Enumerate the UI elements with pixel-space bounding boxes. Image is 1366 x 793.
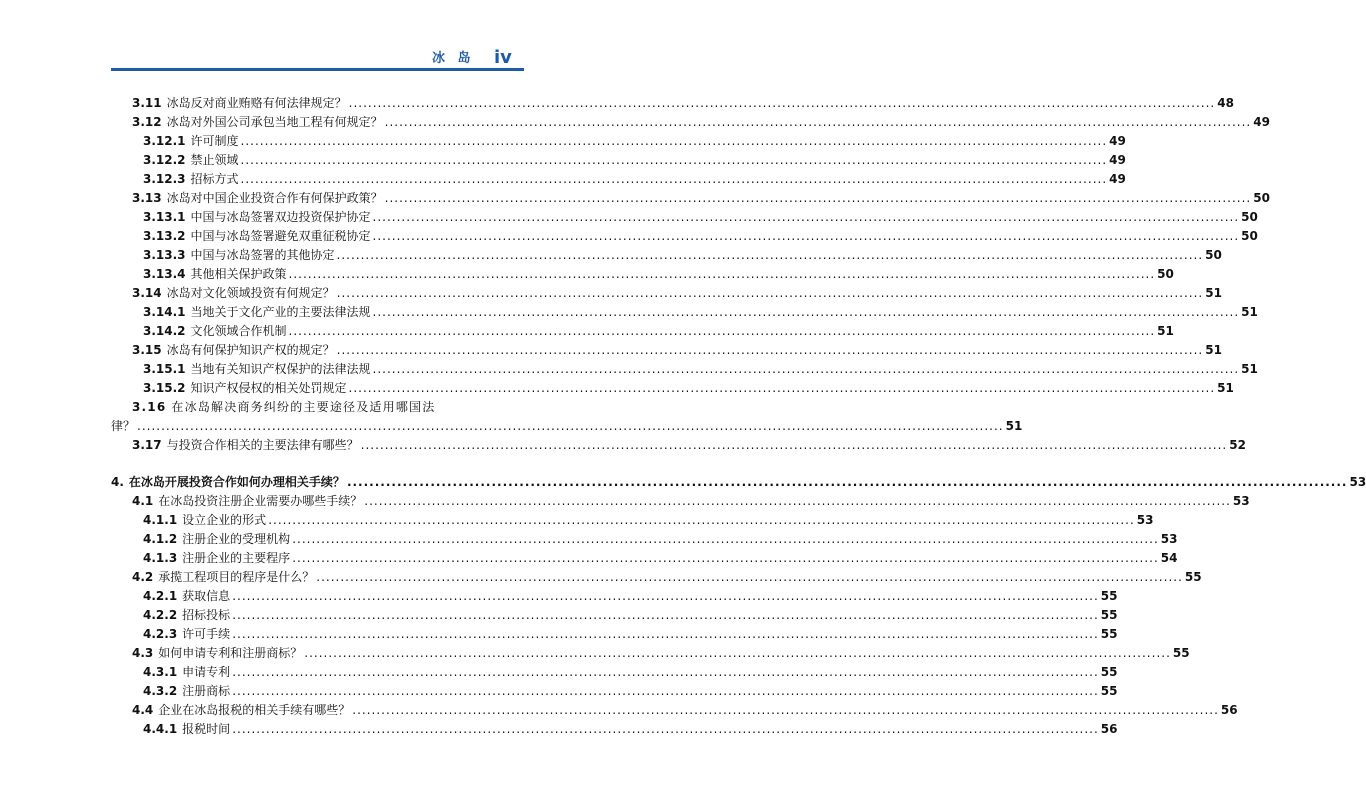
toc-entry-number: 3.15 (132, 343, 162, 357)
toc-entry-title-line1: 在冰岛解决商务纠纷的主要途径及适用哪国法 (171, 400, 436, 414)
toc-entry-number: 3.15.2 (143, 381, 186, 395)
toc-entry[interactable] (111, 208, 1258, 227)
toc-entry-title: 申请专利 (182, 665, 231, 679)
toc-leader-dots (349, 379, 1216, 398)
toc-entry[interactable] (111, 284, 1222, 303)
toc-entry-title: 文化领域合作机制 (190, 324, 287, 338)
toc-entry-page: 53 (1232, 494, 1250, 508)
toc-entry-number: 4.4 (132, 703, 154, 717)
toc-section-b (111, 436, 1246, 455)
toc-entry-title: 与投资合作相关的主要法律有哪些？ (166, 438, 359, 452)
toc-leader-dots (232, 625, 1099, 644)
toc-entry-page: 50 (1241, 210, 1258, 224)
toc-leader-dots (241, 151, 1108, 170)
toc-entry[interactable] (111, 549, 1178, 568)
toc-leader-dots (373, 303, 1240, 322)
toc-entry[interactable] (111, 113, 1270, 132)
toc-leader-dots (241, 170, 1108, 189)
toc-entry-number: 4.2 (132, 570, 154, 584)
toc-entry-title: 冰岛反对商业贿赂有何法律规定？ (166, 96, 347, 110)
toc-leader-dots (373, 227, 1240, 246)
toc-entry-page: 51 (1157, 324, 1174, 338)
toc-entry-title: 知识产权侵权的相关处罚规定 (190, 381, 347, 395)
toc-entry-title: 在冰岛投资注册企业需要办哪些手续？ (158, 494, 363, 508)
toc-entry-page: 50 (1241, 229, 1258, 243)
toc-entry[interactable] (111, 720, 1118, 739)
toc-entry-title: 中国与冰岛签署双边投资保护协定 (190, 210, 371, 224)
toc-leader-dots (347, 473, 1348, 492)
toc-entry-page: 56 (1100, 722, 1118, 736)
toc-entry-title: 其他相关保护政策 (190, 267, 287, 281)
toc-leader-dots (337, 341, 1204, 360)
toc-entry[interactable] (111, 473, 1366, 492)
toc-entry-title: 当地有关知识产权保护的法律法规 (190, 362, 371, 376)
table-of-contents (111, 94, 1366, 739)
toc-entry-number: 3.12.1 (143, 134, 186, 148)
toc-entry-title: 注册商标 (182, 684, 231, 698)
toc-entry[interactable] (111, 568, 1202, 587)
toc-entry-title: 在冰岛开展投资合作如何办理相关手续？ (128, 475, 345, 489)
toc-entry-page: 51 (1205, 343, 1222, 357)
toc-entry-title: 中国与冰岛签署的其他协定 (190, 248, 335, 262)
toc-entry-3-16[interactable] (111, 398, 1023, 436)
toc-entry-title: 注册企业的受理机构 (182, 532, 291, 546)
toc-entry-title: 报税时间 (182, 722, 231, 736)
toc-entry[interactable] (111, 303, 1258, 322)
header-rule (111, 68, 524, 71)
toc-entry-number: 4.1.3 (143, 551, 178, 565)
toc-entry-number: 4.3.2 (143, 684, 178, 698)
toc-leader-dots (304, 644, 1171, 663)
toc-leader-dots (232, 720, 1099, 739)
toc-entry-page: 55 (1100, 608, 1118, 622)
toc-entry-page: 50 (1157, 267, 1174, 281)
toc-leader-dots (373, 360, 1240, 379)
toc-leader-dots (289, 322, 1156, 341)
toc-entry-number: 4.3 (132, 646, 154, 660)
toc-entry-number: 3.13.2 (143, 229, 186, 243)
toc-entry-title: 企业在冰岛报税的相关手续有哪些？ (158, 703, 351, 717)
toc-entry-number: 3.13.4 (143, 267, 186, 281)
toc-entry[interactable] (111, 246, 1222, 265)
toc-entry[interactable] (111, 701, 1238, 720)
toc-entry-page: 50 (1205, 248, 1222, 262)
toc-entry-title: 当地关于文化产业的主要法律法规 (190, 305, 371, 319)
toc-entry-page: 51 (1241, 305, 1258, 319)
toc-entry[interactable] (111, 606, 1118, 625)
toc-entry-title: 如何申请专利和注册商标？ (158, 646, 303, 660)
toc-entry-title: 冰岛对外国公司承包当地工程有何规定？ (166, 115, 383, 129)
toc-leader-dots (373, 208, 1240, 227)
toc-entry[interactable] (111, 189, 1270, 208)
toc-entry-number: 4.2.3 (143, 627, 178, 641)
toc-entry-number: 3.11 (132, 96, 162, 110)
toc-entry[interactable] (111, 94, 1234, 113)
toc-entry[interactable] (111, 322, 1174, 341)
toc-entry[interactable] (111, 530, 1178, 549)
toc-entry-title: 承揽工程项目的程序是什么？ (158, 570, 315, 584)
toc-entry[interactable] (111, 227, 1258, 246)
toc-leader-dots (232, 663, 1099, 682)
toc-entry-page: 49 (1253, 115, 1270, 129)
toc-entry-title: 招标方式 (190, 172, 239, 186)
section-gap (111, 455, 471, 473)
toc-section-a (111, 94, 1270, 398)
toc-entry[interactable] (111, 625, 1118, 644)
toc-entry-title: 招标投标 (182, 608, 231, 622)
toc-entry-page: 51 (1005, 419, 1023, 433)
toc-entry-page: 55 (1100, 684, 1118, 698)
toc-entry-number: 4.3.1 (143, 665, 178, 679)
toc-entry-number: 4. (111, 475, 124, 489)
toc-entry-page: 55 (1184, 570, 1202, 584)
toc-leader-dots (349, 94, 1216, 113)
toc-leader-dots (364, 492, 1231, 511)
toc-leader-dots (385, 113, 1252, 132)
toc-entry[interactable] (111, 663, 1118, 682)
toc-leader-dots (232, 587, 1099, 606)
toc-entry-number: 4.2.2 (143, 608, 178, 622)
toc-leader-dots (292, 549, 1159, 568)
toc-entry-page: 54 (1160, 551, 1178, 565)
toc-entry-title: 设立企业的形式 (182, 513, 267, 527)
toc-entry[interactable] (111, 265, 1174, 284)
toc-entry-number: 3.15.1 (143, 362, 186, 376)
toc-entry-number: 3.14.2 (143, 324, 186, 338)
toc-leader-dots (337, 284, 1204, 303)
toc-entry-number: 3.17 (132, 438, 162, 452)
toc-entry[interactable] (111, 644, 1190, 663)
toc-leader-dots (316, 568, 1183, 587)
toc-entry[interactable] (111, 511, 1154, 530)
toc-entry-number: 4.1 (132, 494, 154, 508)
toc-entry-title: 许可制度 (190, 134, 239, 148)
toc-entry[interactable] (111, 492, 1250, 511)
toc-entry-title: 中国与冰岛签署避免双重征税协定 (190, 229, 371, 243)
toc-entry-page: 51 (1205, 286, 1222, 300)
toc-leader-dots (361, 436, 1228, 455)
toc-entry-number: 3.12.3 (143, 172, 186, 186)
toc-entry-page: 51 (1241, 362, 1258, 376)
toc-entry-page: 55 (1100, 665, 1118, 679)
toc-entry-number: 3.14 (132, 286, 162, 300)
toc-entry-number: 3.13.3 (143, 248, 186, 262)
toc-leader-dots (232, 682, 1099, 701)
toc-entry-number: 3.13 (132, 191, 162, 205)
toc-entry-page: 49 (1109, 172, 1126, 186)
toc-entry-page: 50 (1253, 191, 1270, 205)
toc-entry-title: 注册企业的主要程序 (182, 551, 291, 565)
toc-entry-page: 53 (1136, 513, 1154, 527)
toc-entry-number: 4.1.1 (143, 513, 178, 527)
toc-entry-page: 49 (1109, 153, 1126, 167)
toc-entry-title: 冰岛有何保护知识产权的规定？ (166, 343, 335, 357)
toc-entry-number: 3.13.1 (143, 210, 186, 224)
page-number: iv (494, 47, 512, 68)
toc-entry[interactable] (111, 341, 1222, 360)
toc-entry[interactable] (111, 132, 1126, 151)
toc-entry[interactable] (111, 151, 1126, 170)
toc-entry-page: 48 (1217, 96, 1234, 110)
toc-entry-number: 3.16 (132, 400, 167, 414)
toc-entry-number: 4.1.2 (143, 532, 178, 546)
toc-entry[interactable] (111, 436, 1246, 455)
toc-leader-dots (289, 265, 1156, 284)
toc-leader-dots (337, 246, 1204, 265)
toc-entry-title: 获取信息 (182, 589, 231, 603)
toc-section-c (111, 473, 1366, 739)
toc-entry-number: 3.14.1 (143, 305, 186, 319)
toc-entry-page: 53 (1349, 475, 1366, 489)
toc-leader-dots (137, 417, 1004, 436)
toc-leader-dots (241, 132, 1108, 151)
toc-entry-page: 53 (1160, 532, 1178, 546)
toc-entry-title: 冰岛对中国企业投资合作有何保护政策？ (166, 191, 383, 205)
toc-entry[interactable] (111, 360, 1258, 379)
toc-entry-page: 55 (1100, 627, 1118, 641)
toc-entry-title: 禁止领域 (190, 153, 239, 167)
toc-entry-page: 52 (1229, 438, 1246, 452)
toc-leader-dots (292, 530, 1159, 549)
toc-entry-number: 4.2.1 (143, 589, 178, 603)
toc-entry-page: 51 (1217, 381, 1234, 395)
toc-entry-number: 3.12 (132, 115, 162, 129)
toc-entry-number: 4.4.1 (143, 722, 178, 736)
toc-entry-page: 55 (1100, 589, 1118, 603)
toc-entry-title: 许可手续 (182, 627, 231, 641)
toc-entry-title-line2: 律？ (111, 419, 136, 433)
toc-entry[interactable] (111, 170, 1126, 189)
toc-entry[interactable] (111, 379, 1234, 398)
toc-leader-dots (232, 606, 1099, 625)
running-header-title: 冰 岛 (432, 51, 475, 66)
toc-entry-number: 3.12.2 (143, 153, 186, 167)
toc-entry-title: 冰岛对文化领域投资有何规定？ (166, 286, 335, 300)
toc-entry-page: 49 (1109, 134, 1126, 148)
toc-entry-page: 56 (1220, 703, 1238, 717)
toc-entry[interactable] (111, 682, 1118, 701)
toc-leader-dots (385, 189, 1252, 208)
toc-leader-dots (352, 701, 1219, 720)
toc-entry[interactable] (111, 587, 1118, 606)
toc-entry-page: 55 (1172, 646, 1190, 660)
toc-leader-dots (268, 511, 1135, 530)
